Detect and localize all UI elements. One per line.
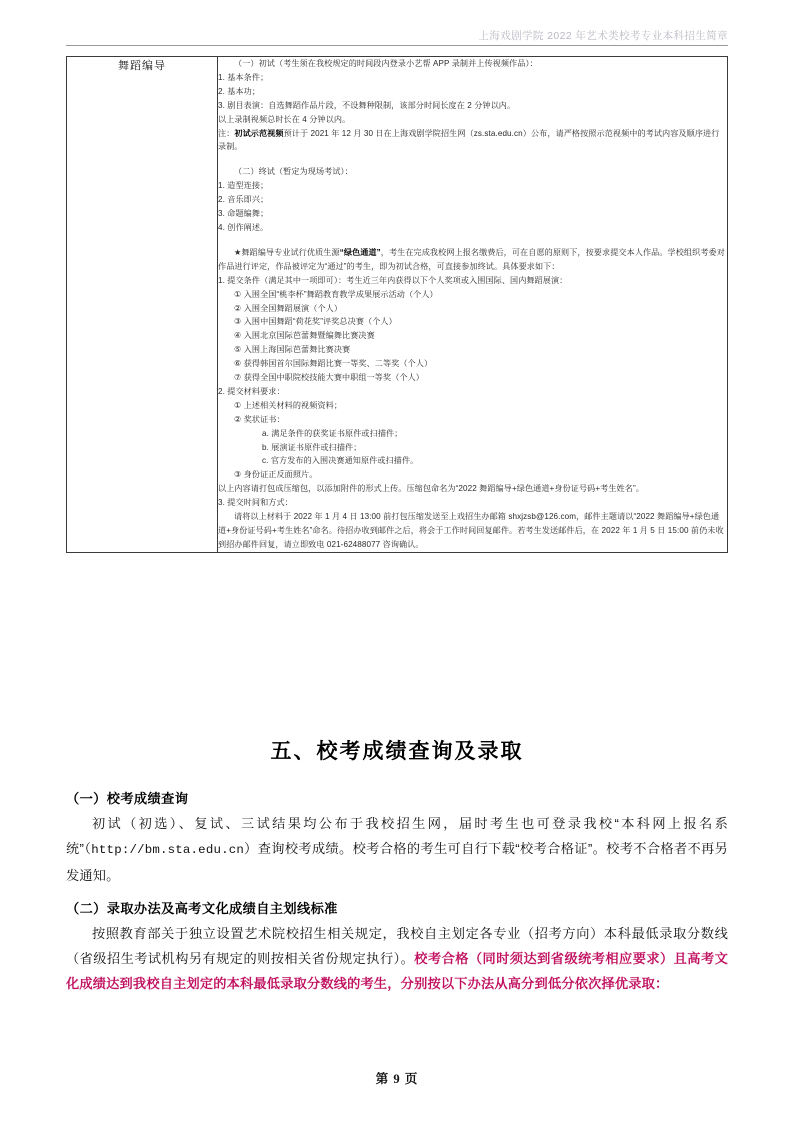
requirement-1-item: ④ 入围北京国际芭蕾舞暨编舞比赛决赛 bbox=[234, 331, 375, 341]
green-channel-star: ★舞蹈编导专业试行优质生源 bbox=[234, 247, 340, 257]
para-quote-2: “校考合格证” bbox=[515, 841, 593, 857]
section-body bbox=[66, 788, 728, 999]
subsection-2-title: （二）录取办法及高考文化成绩自主划线标准 bbox=[66, 900, 338, 916]
requirement-2-item: ① 上述相关材料的视频资料； bbox=[234, 400, 343, 410]
first-round-demo-note bbox=[218, 127, 727, 155]
first-round-item: 2. 基本功； bbox=[218, 86, 261, 96]
green-channel-term: “绿色通道” bbox=[339, 247, 381, 257]
green-channel-rest: ，考生在完成我校网上报名缴费后，可在自愿的原则下，按要求提交本人作品。学校组织考委对作品进行评定，作品被评定为“通过”的考生，即为初试合格，可直接参加终试。具体要求如下： bbox=[218, 247, 725, 271]
subsection-1-paragraph bbox=[66, 811, 728, 889]
subsection-1-title: （一）校考成绩查询 bbox=[66, 791, 189, 806]
para-part-2: （ bbox=[84, 841, 92, 857]
requirement-2-item: ③ 身份证正反面照片。 bbox=[234, 470, 318, 480]
para-quote-1: “本科网上报名系统” bbox=[66, 816, 728, 857]
spacer bbox=[66, 891, 728, 898]
requirement-2-item: ② 奖状证书： bbox=[234, 414, 285, 424]
requirement-2-title: 2. 提交材料要求： bbox=[218, 386, 285, 396]
first-round-total-note: 以上录制视频总时长在 4 分钟以内。 bbox=[218, 114, 351, 124]
requirement-3-title: 3. 提交时间和方式： bbox=[218, 498, 293, 508]
spacer bbox=[218, 235, 727, 246]
green-channel-paragraph bbox=[218, 246, 727, 274]
requirement-1-title: 1. 提交条件（满足其中一项即可）：考生近三年内获得以下个人奖项或入围国际、国内舞蹈展演： bbox=[218, 275, 568, 285]
requirement-2-subitem: a. 满足条件的获奖证书原件或扫描件； bbox=[262, 428, 403, 438]
second-round-heading: （二）终试（暂定为现场考试）： bbox=[234, 167, 353, 177]
requirement-2-note: 以上内容请打包成压缩包，以添加附件的形式上传。压缩包命名为“2022 舞蹈编导+绿色通道+身份证号码+考生姓名”。 bbox=[218, 484, 644, 494]
page-number-footer: 第 9 页 bbox=[375, 1072, 419, 1086]
para-part-3: ）查询校考成绩。校考合格的考生可自行下载 bbox=[244, 841, 516, 857]
requirement-3-body: 请将以上材料于 2022 年 1 月 4 日 13:00 前打包压缩发送至上戏招生办邮箱 shxjzsb@126.com，邮件主题请以“2022 舞蹈编导+绿色通道+身份证号码+考生姓名”命名。待招办收到邮件之后，将会于工作时间回复邮件。若考生发送邮件后，在 2022 年 1 月 5 日 15:00 前仍未收到招办邮件回复，请立即致电 021-62488077 咨询确认。 bbox=[218, 512, 724, 549]
para-normal-part: 按照教育部关于独立设置艺术院校招生相关规定，我校自主划定各专业（招考方向）本科最低录取分数线（省级招生考试机构另有规定的则按相关省份规定执行）。 bbox=[66, 925, 728, 966]
requirement-1-item: ⑥ 获得韩国首尔国际舞蹈比赛一等奖、二等奖（个人） bbox=[234, 359, 433, 369]
requirement-1-item: ⑤ 入围上海国际芭蕾舞比赛决赛 bbox=[234, 345, 351, 355]
requirement-1-item: ⑦ 获得全国中职院校技能大赛中职组一等奖（个人） bbox=[234, 373, 424, 383]
admissions-url[interactable]: http://bm.sta.edu.cn bbox=[91, 843, 244, 858]
header-title: 上海戏剧学院 2022 年艺术类校考专业本科招生简章 bbox=[478, 30, 728, 42]
note-bold: 初试示范视频 bbox=[234, 128, 284, 138]
spacer bbox=[218, 154, 727, 165]
requirement-2-subitem: c. 官方发布的入围决赛通知原件或扫描件。 bbox=[262, 456, 419, 466]
second-round-item: 2. 音乐即兴； bbox=[218, 195, 269, 205]
exam-content-block bbox=[218, 57, 727, 552]
major-requirements-table-wrapper bbox=[66, 56, 728, 553]
requirement-1-item: ② 入围全国舞蹈展演（个人） bbox=[234, 303, 343, 313]
para-part-1: 初试（初选）、复试、三试结果均公布于我校招生网，届时考生也可登录我校 bbox=[92, 816, 615, 831]
subsection-2-paragraph bbox=[66, 921, 728, 997]
major-requirements-table bbox=[66, 56, 728, 553]
table-row bbox=[67, 57, 728, 553]
note-prefix: 注： bbox=[218, 128, 235, 138]
second-round-item: 3. 命题编舞； bbox=[218, 209, 269, 219]
major-name-label: 舞蹈编导 bbox=[118, 60, 166, 72]
requirement-2-subitem: b. 展演证书原件或扫描件； bbox=[262, 442, 362, 452]
first-round-heading: （一）初试（考生须在我校规定的时间段内登录小艺帮 APP 录制并上传视频作品）： bbox=[234, 59, 538, 68]
second-round-item: 1. 造型连接； bbox=[218, 181, 269, 191]
para-highlight-part: 校考合格（同时须达到省级统考相应要求）且高考文化成绩达到我校自主划定的本科最低录取分数线的考生，分别按以下办法从高分到低分依次择优录取： bbox=[66, 950, 728, 992]
major-name-cell bbox=[67, 57, 218, 553]
major-content-cell bbox=[218, 57, 728, 553]
requirement-1-item: ③ 入围中国舞蹈“荷花奖”评奖总决赛（个人） bbox=[234, 317, 397, 327]
first-round-item: 3. 剧目表演：自选舞蹈作品片段，不设舞种限制，该部分时间长度在 2 分钟以内。 bbox=[218, 100, 516, 110]
first-round-item: 1. 基本条件； bbox=[218, 72, 269, 82]
page-title: 五、校考成绩查询及录取 bbox=[270, 739, 524, 763]
second-round-item: 4. 创作阐述。 bbox=[218, 222, 269, 232]
note-rest: 预计于 2021 年 12 月 30 日在上海戏剧学院招生网（zs.sta.edu.cn）公布，请严格按照示范视频中的考试内容及顺序进行录制。 bbox=[218, 128, 720, 152]
para-part-4: 。校考不合格者不再另发通知。 bbox=[66, 841, 728, 884]
requirement-1-item: ① 入围全国“桃李杯”舞蹈教育教学成果展示活动（个人） bbox=[234, 289, 438, 299]
running-header bbox=[66, 24, 728, 46]
